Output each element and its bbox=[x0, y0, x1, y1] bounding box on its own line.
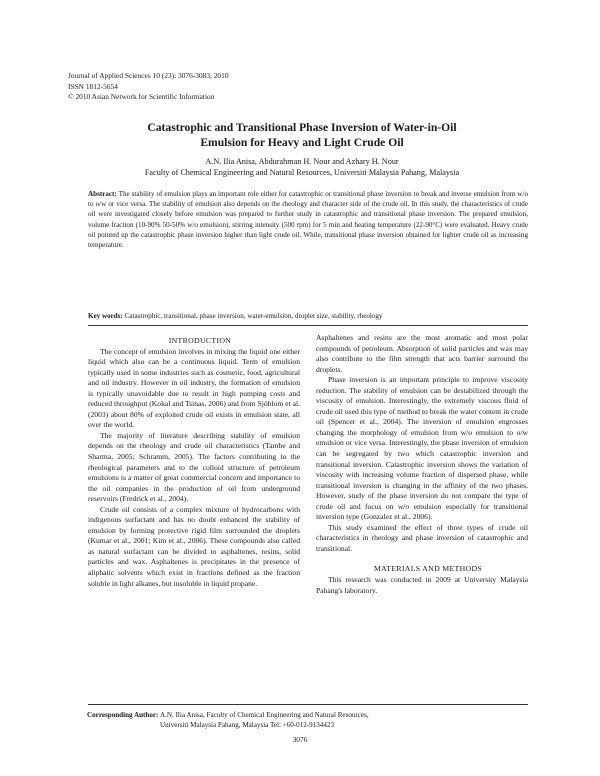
corresponding-line-1: A.N. Ilia Anisa, Faculty of Chemical Engineering and Natural Resources, bbox=[160, 711, 369, 719]
abstract-label: Abstract: bbox=[88, 190, 117, 198]
introduction-heading: INTRODUCTION bbox=[168, 336, 232, 345]
journal-copyright: © 2010 Asian Network for Scientific Information bbox=[68, 92, 215, 102]
right-paragraph-3: This study examined the effect of three types of crude oil characteristics in rheology and phase inversion of catastrophic and transitional. bbox=[316, 522, 528, 553]
title-line-2: Emulsion for Heavy and Light Crude Oil bbox=[200, 136, 404, 149]
journal-citation: Journal of Applied Sciences 10 (23): 3076-3083, 2010 bbox=[68, 71, 229, 80]
intro-paragraph-1: The concept of emulsion involves in mixing the liquid one either liquid which also can be a continuous liquid. Term of emulsion typically used in some industries such as cosmetic, food, agricultural and oil industry. However in oil industry, the formation of emulsion is typically unavoidable due to result in high pumping costs and reduced throughput (Kokal and Tsinas, 2006) and from Sjöblom et al. (2003) about 80% of exploited crude oil exists in emulsion state, all over the world. bbox=[88, 346, 300, 430]
title-line-1: Catastrophic and Transitional Phase Inversion of Water-in-Oil bbox=[147, 121, 457, 134]
keywords-label: Key words: bbox=[88, 312, 123, 320]
abstract-text: The stability of emulsion plays an important role either for catastrophic or transitional phase inversion to break and inverse emulsion from w/o to o/w or vice versa. The stability of emulsion also depends on the rheology and character side of the crude oil. In this study, the characteristics of crude oil were investigated closely before emulsion was prepared to further study in catastrophic and transitional phase inversion. The prepared emulsion, volume fraction (10-90% 50-50% w/o emulsion), stirring intensity (500 rpm) for 5 min and heating temperature (22-90°C) were evaluated. Heavy crude oil pointed up the catastrophic phase inversion higher than light crude oil. While, transitional phase inversion obtained for lighter crude oil as increasing temperature. bbox=[88, 190, 528, 250]
footnote-divider bbox=[88, 704, 528, 705]
right-paragraph-1: Asphaltenes and resins are the most aromatic and most polar compounds of petroleum. Absorption of solid particles and wax may also contribute to the film strength that acts barrier surround the droplets. bbox=[316, 333, 528, 374]
keywords bbox=[88, 311, 528, 321]
intro-paragraph-2: The majority of literature describing stability of emulsion depends on the rheology and crude oil characteristics (Tambe and Sharma, 2005; Schramm, 2005). The factors contributing to the rheological parameters and to the colloid structure of petroleum emulsions is a matter of great commercial concern and importance to the oil companies in the production of oil from underground reservoirs (Fredrick et al., 2004). bbox=[88, 430, 300, 504]
right-paragraph-2: Phase inversion is an important principle to improve viscosity reduction. The stability of emulsion can be destabilized through the viscosity of emulsion. Interestingly, the extremely viscous fluid of crude oil used this type of method to break the water content in crude oil (Spencer et al., 2004). The inversion of emulsion engrosses changing the morphology of emulsion from w/o emulsion to o/w emulsion or vice versa. Interestingly, the phase inversion of emulsion can be segregated by two which catastrophic inversion and transitional inversion. Catastrophic inversion shows the variation of viscosity with increasing volume fraction of dispersed phase, while transitional inversion is changing in the affinity of the two phases. However, study of the phase inversion do not compare the type of crude oil and focus on w/o emulsion especially for transitional inversion type (Gonzalez et al., 2006). bbox=[316, 375, 528, 522]
affiliation: Faculty of Chemical Engineering and Natural Resources, Universiti Malaysia Pahang, Malaysia bbox=[144, 168, 460, 177]
left-column bbox=[88, 336, 300, 589]
methods-heading: MATERIALS AND METHODS bbox=[373, 564, 483, 574]
corresponding-details bbox=[160, 710, 520, 730]
corresponding-line-2: Universiti Malaysia Pahang, Malaysia Tel: +60-012-9134423 bbox=[160, 721, 334, 729]
intro-paragraph-3: Crude oil consists of a complex mixture of hydrocarbons with indigenous surfactant and has no doubt enhanced the stability of emulsion by forming protective rigid film surrounded the droplets (Kumar et al., 2001; Kim et al., 2006). These compounds also called as natural surfactant can be divided to asphaltenes, resins, solid particles and wax. Asphaltenes is precipitates in the presence of aliphatic solvents which exist in fractions defined as the fraction soluble in light alkanes, but insoluble in liquid propane. bbox=[88, 504, 300, 588]
methods-paragraph: This research was conducted in 2009 at University Malaysia Pahang's laboratory. bbox=[316, 575, 528, 595]
page-number: 3076 bbox=[292, 735, 308, 744]
keywords-divider bbox=[88, 325, 528, 326]
corresponding-label: Corresponding Author: bbox=[87, 711, 159, 719]
paper-title bbox=[60, 120, 544, 150]
right-column bbox=[316, 333, 528, 596]
keywords-text: Catastrophic, transitional, phase inversion, water-emulsion, droplet size, stability, rheology bbox=[124, 312, 383, 320]
journal-issn: ISSN 1812-5654 bbox=[68, 81, 118, 91]
authors: A.N. Ilia Anisa, Abdurahman H. Nour and Azhary H. Nour bbox=[205, 157, 399, 166]
abstract bbox=[88, 189, 528, 250]
journal-header bbox=[68, 71, 229, 103]
